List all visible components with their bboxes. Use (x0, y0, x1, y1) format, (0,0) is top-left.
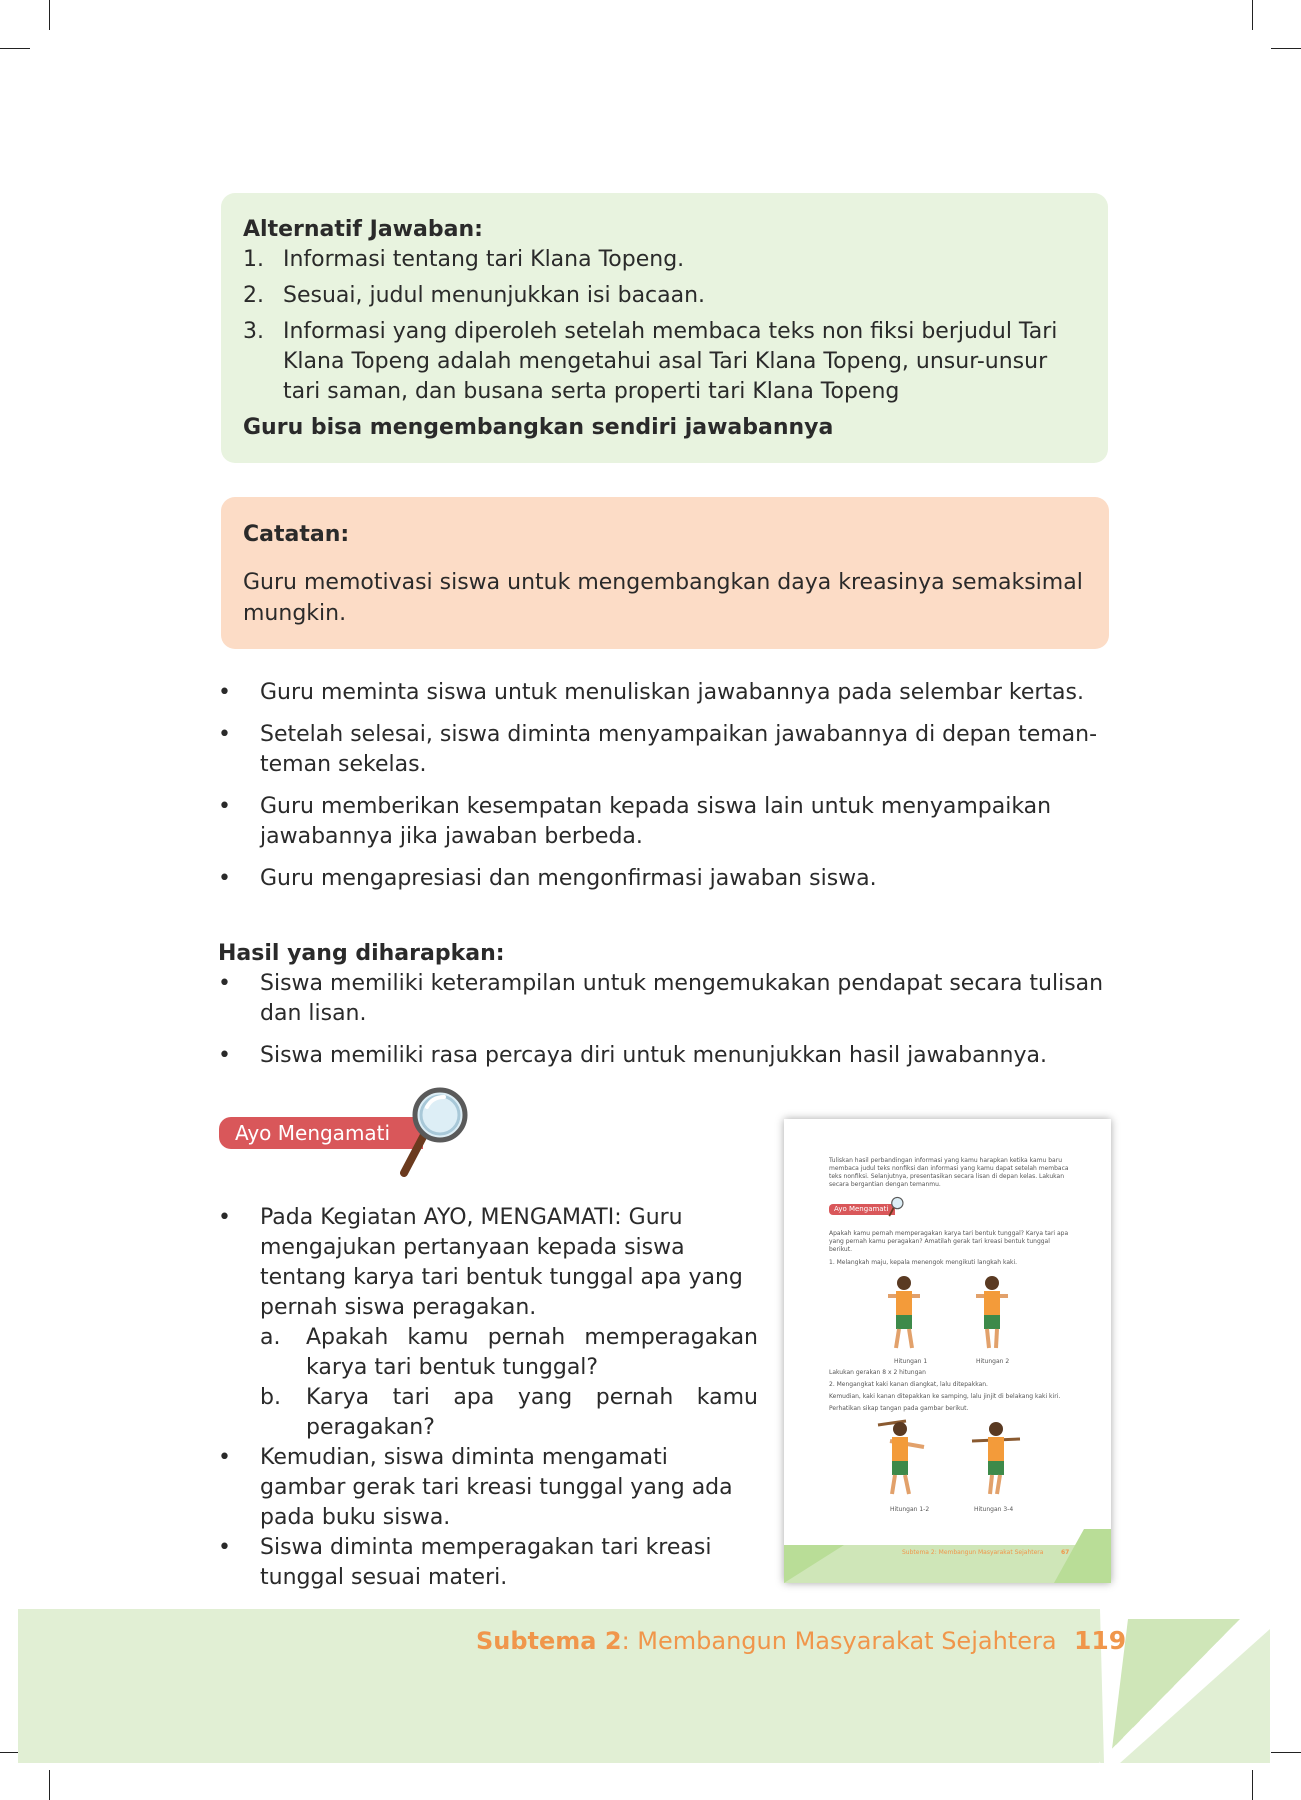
thumb-intro: Tuliskan hasil perbandingan informasi yang kamu harapkan ketika kamu baru membaca judul teks nonfiksi dan informasi yang kamu dapat setelah membaca teks nonfiksi. Selanjutnya, presentasikan secara lisan di depan kelas. Lakukan secara bergantian dengan temanmu. (829, 1157, 1069, 1188)
item-text: Kemudian, siswa diminta mengamati gambar gerak tari kreasi tunggal yang ada pada buku siswa. (260, 1445, 733, 1530)
footer-subtema-label: Subtema 2 (476, 1627, 622, 1655)
item-number: 2. (243, 283, 264, 308)
magnifier-icon (394, 1085, 474, 1180)
hasil-list (218, 969, 1118, 1083)
dancer-figure (884, 1274, 924, 1354)
hasil-title: Hasil yang diharapkan: (218, 941, 505, 966)
item-number: 3. (243, 319, 264, 344)
catatan-title: Catatan: (243, 522, 350, 547)
list-item (218, 1203, 758, 1443)
crop-mark (49, 1770, 50, 1800)
crop-mark (1252, 0, 1253, 30)
bullet-icon: • (218, 680, 231, 705)
thumb-caption: Hitungan 2 (976, 1358, 1010, 1365)
crop-mark (1271, 48, 1301, 49)
item-text: Informasi yang diperoleh setelah membaca teks non fiksi berjudul Tari Klana Topeng adalah mengetahui asal Tari Klana Topeng, unsur-unsur tari saman, dan busana serta properti tari Klana Topeng (283, 319, 1058, 404)
dancer-figure (970, 1419, 1022, 1499)
crop-mark (1252, 1770, 1253, 1800)
alternatif-jawaban-box (221, 193, 1108, 463)
footer-subtema (476, 1626, 1057, 1656)
bullet-icon: • (218, 1043, 231, 1068)
bullet-icon: • (218, 866, 231, 891)
dancer-figure (876, 1419, 928, 1499)
list-item (243, 281, 1084, 311)
thumb-step1: 1. Melangkah maju, kepala menengok mengikuti langkah kaki. (829, 1259, 1018, 1266)
teacher-steps-list (218, 678, 1118, 906)
item-text: Guru meminta siswa untuk menuliskan jawabannya pada selembar kertas. (260, 680, 1084, 705)
thumb-step2: 2. Mengangkat kaki kanan diangkat, lalu ditepakkan. (829, 1381, 988, 1388)
sub-item (260, 1323, 758, 1383)
item-text: Informasi tentang tari Klana Topeng. (283, 247, 685, 272)
ayo-mengamati-banner: Ayo Mengamati (219, 1117, 423, 1149)
bullet-icon: • (218, 1445, 231, 1470)
list-item (218, 1533, 758, 1593)
sub-letter: b. (260, 1385, 281, 1410)
thumb-page-number: 67 (1061, 1549, 1070, 1556)
item-number: 1. (243, 247, 264, 272)
page-number: 119 (1074, 1626, 1127, 1655)
question-sublist (260, 1323, 758, 1443)
thumb-banner: Ayo Mengamati (829, 1204, 895, 1215)
list-item (218, 864, 1118, 894)
list-item (243, 317, 1084, 407)
bullet-icon: • (218, 722, 231, 747)
sub-item (260, 1383, 758, 1443)
list-item (218, 792, 1118, 852)
sub-letter: a. (260, 1325, 281, 1350)
thumb-footer-text: Subtema 2: Membangun Masyarakat Sejahtera (902, 1549, 1044, 1556)
list-item (218, 969, 1118, 1029)
thumb-caption: Hitungan 3-4 (974, 1506, 1014, 1513)
sub-text: Karya tari apa yang pernah kamu peragakan? (306, 1385, 758, 1440)
crop-mark (1271, 1752, 1301, 1753)
footer-subtema-title: : Membangun Masyarakat Sejahtera (621, 1627, 1057, 1655)
thumb-caption: Hitungan 1 (894, 1358, 928, 1365)
alternatif-footer: Guru bisa mengembangkan sendiri jawabannya (243, 415, 834, 440)
alternatif-list (243, 245, 1084, 407)
list-item (243, 245, 1084, 275)
alternatif-title: Alternatif Jawaban: (243, 217, 483, 242)
list-item (218, 1443, 758, 1533)
catatan-box (221, 497, 1109, 649)
student-book-thumbnail (784, 1119, 1111, 1583)
thumb-question: Apakah kamu pernah memperagakan karya tari bentuk tunggal? Karya tari apa yang pernah kamu peragakan? Amatilah gerak tari kreasi bentuk tunggal berikut. (829, 1230, 1069, 1253)
list-item (218, 1041, 1118, 1071)
thumb-step2c: Perhatikan sikap tangan pada gambar berikut. (829, 1405, 969, 1412)
item-text: Guru mengapresiasi dan mengonfirmasi jawaban siswa. (260, 866, 877, 891)
bullet-icon: • (218, 1205, 231, 1230)
bullet-icon: • (218, 971, 231, 996)
crop-mark (49, 0, 50, 30)
list-item (218, 720, 1118, 780)
ayo-mengamati-list (218, 1203, 758, 1593)
sub-text: Apakah kamu pernah memperagakan karya tari bentuk tunggal? (306, 1325, 758, 1380)
list-item (218, 678, 1118, 708)
bullet-icon: • (218, 794, 231, 819)
dancer-figure (972, 1274, 1012, 1354)
item-text: Siswa diminta memperagakan tari kreasi tunggal sesuai materi. (260, 1535, 712, 1590)
item-text: Setelah selesai, siswa diminta menyampaikan jawabannya di depan teman-teman sekelas. (260, 722, 1098, 777)
bullet-icon: • (218, 1535, 231, 1560)
crop-mark (0, 48, 30, 49)
thumb-repeat: Lakukan gerakan 8 x 2 hitungan (829, 1369, 926, 1376)
thumb-step2b: Kemudian, kaki kanan ditepakkan ke samping, lalu jinjit di belakang kaki kiri. (829, 1393, 1061, 1400)
item-text: Siswa memiliki rasa percaya diri untuk menunjukkan hasil jawabannya. (260, 1043, 1047, 1068)
thumb-magnifier-icon (887, 1196, 905, 1218)
thumb-caption: Hitungan 1-2 (890, 1506, 930, 1513)
item-text: Pada Kegiatan AYO, MENGAMATI: Guru mengajukan pertanyaan kepada siswa tentang karya tari bentuk tunggal apa yang pernah siswa peragakan. (260, 1205, 743, 1320)
item-text: Guru memberikan kesempatan kepada siswa lain untuk menyampaikan jawabannya jika jawaban berbeda. (260, 794, 1052, 849)
item-text: Sesuai, judul menunjukkan isi bacaan. (283, 283, 706, 308)
catatan-text: Guru memotivasi siswa untuk mengembangkan daya kreasinya semaksimal mungkin. (243, 570, 1083, 626)
item-text: Siswa memiliki keterampilan untuk mengemukakan pendapat secara tulisan dan lisan. (260, 971, 1104, 1026)
